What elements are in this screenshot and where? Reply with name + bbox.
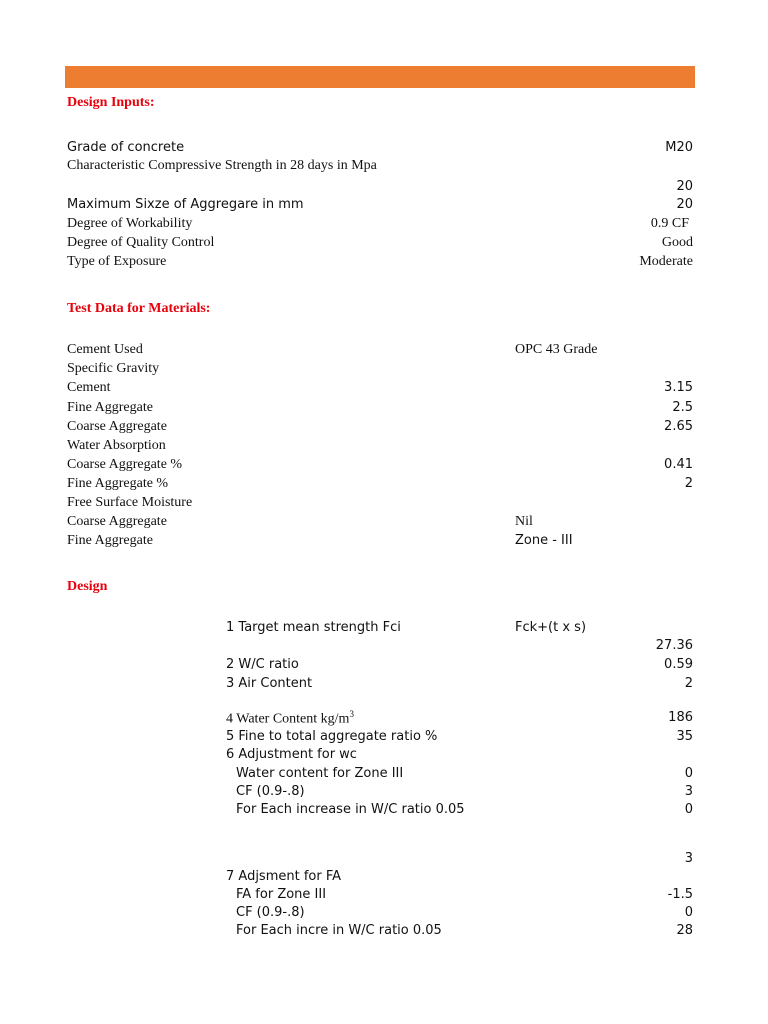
- fa-zone-value: -1.5: [667, 887, 693, 902]
- aggregate-size-value: 20: [676, 197, 693, 212]
- cf2-value: 0: [684, 905, 693, 920]
- target-strength-formula: Fck+(t x s): [515, 620, 587, 635]
- wa-coarse-aggregate-value: 0.41: [664, 457, 693, 472]
- sg-coarse-aggregate-label: Coarse Aggregate: [67, 419, 167, 434]
- air-content-value: 2: [684, 676, 693, 691]
- water-zone-value: 0: [684, 766, 693, 781]
- fa-zone-label: FA for Zone III: [236, 887, 327, 902]
- each-increase-label: For Each increase in W/C ratio 0.05: [236, 802, 465, 817]
- section-heading-design-inputs: Design Inputs:: [67, 95, 155, 110]
- cf-value: 3: [684, 784, 693, 799]
- cement-used-label: Cement Used: [67, 342, 143, 357]
- sg-coarse-aggregate-value: 2.65: [664, 419, 693, 434]
- free-surface-moisture-label: Free Surface Moisture: [67, 495, 193, 510]
- water-content-label: [226, 709, 354, 728]
- header-bar: [65, 66, 695, 88]
- wa-fine-aggregate-value: 2: [684, 476, 693, 491]
- target-strength-label: 1 Target mean strength Fci: [226, 620, 401, 635]
- quality-control-value: Good: [661, 235, 693, 250]
- each-incre-label: For Each incre in W/C ratio 0.05: [236, 923, 442, 938]
- fsm-coarse-aggregate-value: Nil: [515, 514, 533, 529]
- adjustment-wc-total: 3: [684, 851, 693, 866]
- sg-cement-label: Cement: [67, 380, 111, 395]
- sg-fine-aggregate-label: Fine Aggregate: [67, 400, 153, 415]
- fsm-fine-aggregate-label: Fine Aggregate: [67, 533, 153, 548]
- section-heading-design: Design: [67, 579, 108, 594]
- exposure-value: Moderate: [639, 254, 693, 269]
- wa-fine-aggregate-label: Fine Aggregate %: [67, 476, 169, 491]
- adjustment-fa-label: 7 Adjsment for FA: [226, 869, 342, 884]
- sg-cement-value: 3.15: [664, 380, 693, 395]
- each-increase-value: 0: [684, 802, 693, 817]
- fck-label: Characteristic Compressive Strength in 28 days in Mpa: [67, 158, 377, 173]
- water-content-text: 4 Water Content kg/m: [226, 711, 350, 727]
- aggregate-size-label: Maximum Sixze of Aggregare in mm: [67, 197, 304, 212]
- grade-label: Grade of concrete: [67, 140, 185, 155]
- cement-used-value: OPC 43 Grade: [515, 342, 598, 357]
- workability-value: 0.9 CF: [650, 216, 689, 231]
- water-content-value: 186: [668, 710, 693, 725]
- fine-ratio-value: 35: [676, 729, 693, 744]
- adjustment-wc-label: 6 Adjustment for wc: [226, 747, 357, 762]
- wc-ratio-label: 2 W/C ratio: [226, 657, 299, 672]
- target-strength-value: 27.36: [655, 638, 693, 653]
- cf2-label: CF (0.9-.8): [236, 905, 305, 920]
- sg-fine-aggregate-value: 2.5: [672, 400, 693, 415]
- fck-value: 20: [676, 179, 693, 194]
- exposure-label: Type of Exposure: [67, 254, 167, 269]
- water-absorption-label: Water Absorption: [67, 438, 166, 453]
- cf-label: CF (0.9-.8): [236, 784, 305, 799]
- fsm-coarse-aggregate-label: Coarse Aggregate: [67, 514, 167, 529]
- air-content-label: 3 Air Content: [226, 676, 313, 691]
- each-incre-value: 28: [676, 923, 693, 938]
- section-heading-test-data: Test Data for Materials:: [67, 301, 211, 316]
- wc-ratio-value: 0.59: [664, 657, 693, 672]
- quality-control-label: Degree of Quality Control: [67, 235, 215, 250]
- water-content-unit-superscript: 3: [349, 709, 354, 719]
- grade-value: M20: [665, 140, 693, 155]
- wa-coarse-aggregate-label: Coarse Aggregate %: [67, 457, 183, 472]
- workability-label: Degree of Workability: [67, 216, 193, 231]
- water-zone-label: Water content for Zone III: [236, 766, 404, 781]
- specific-gravity-label: Specific Gravity: [67, 361, 160, 376]
- fine-ratio-label: 5 Fine to total aggregate ratio %: [226, 729, 438, 744]
- fsm-fine-aggregate-value: Zone - III: [515, 533, 573, 548]
